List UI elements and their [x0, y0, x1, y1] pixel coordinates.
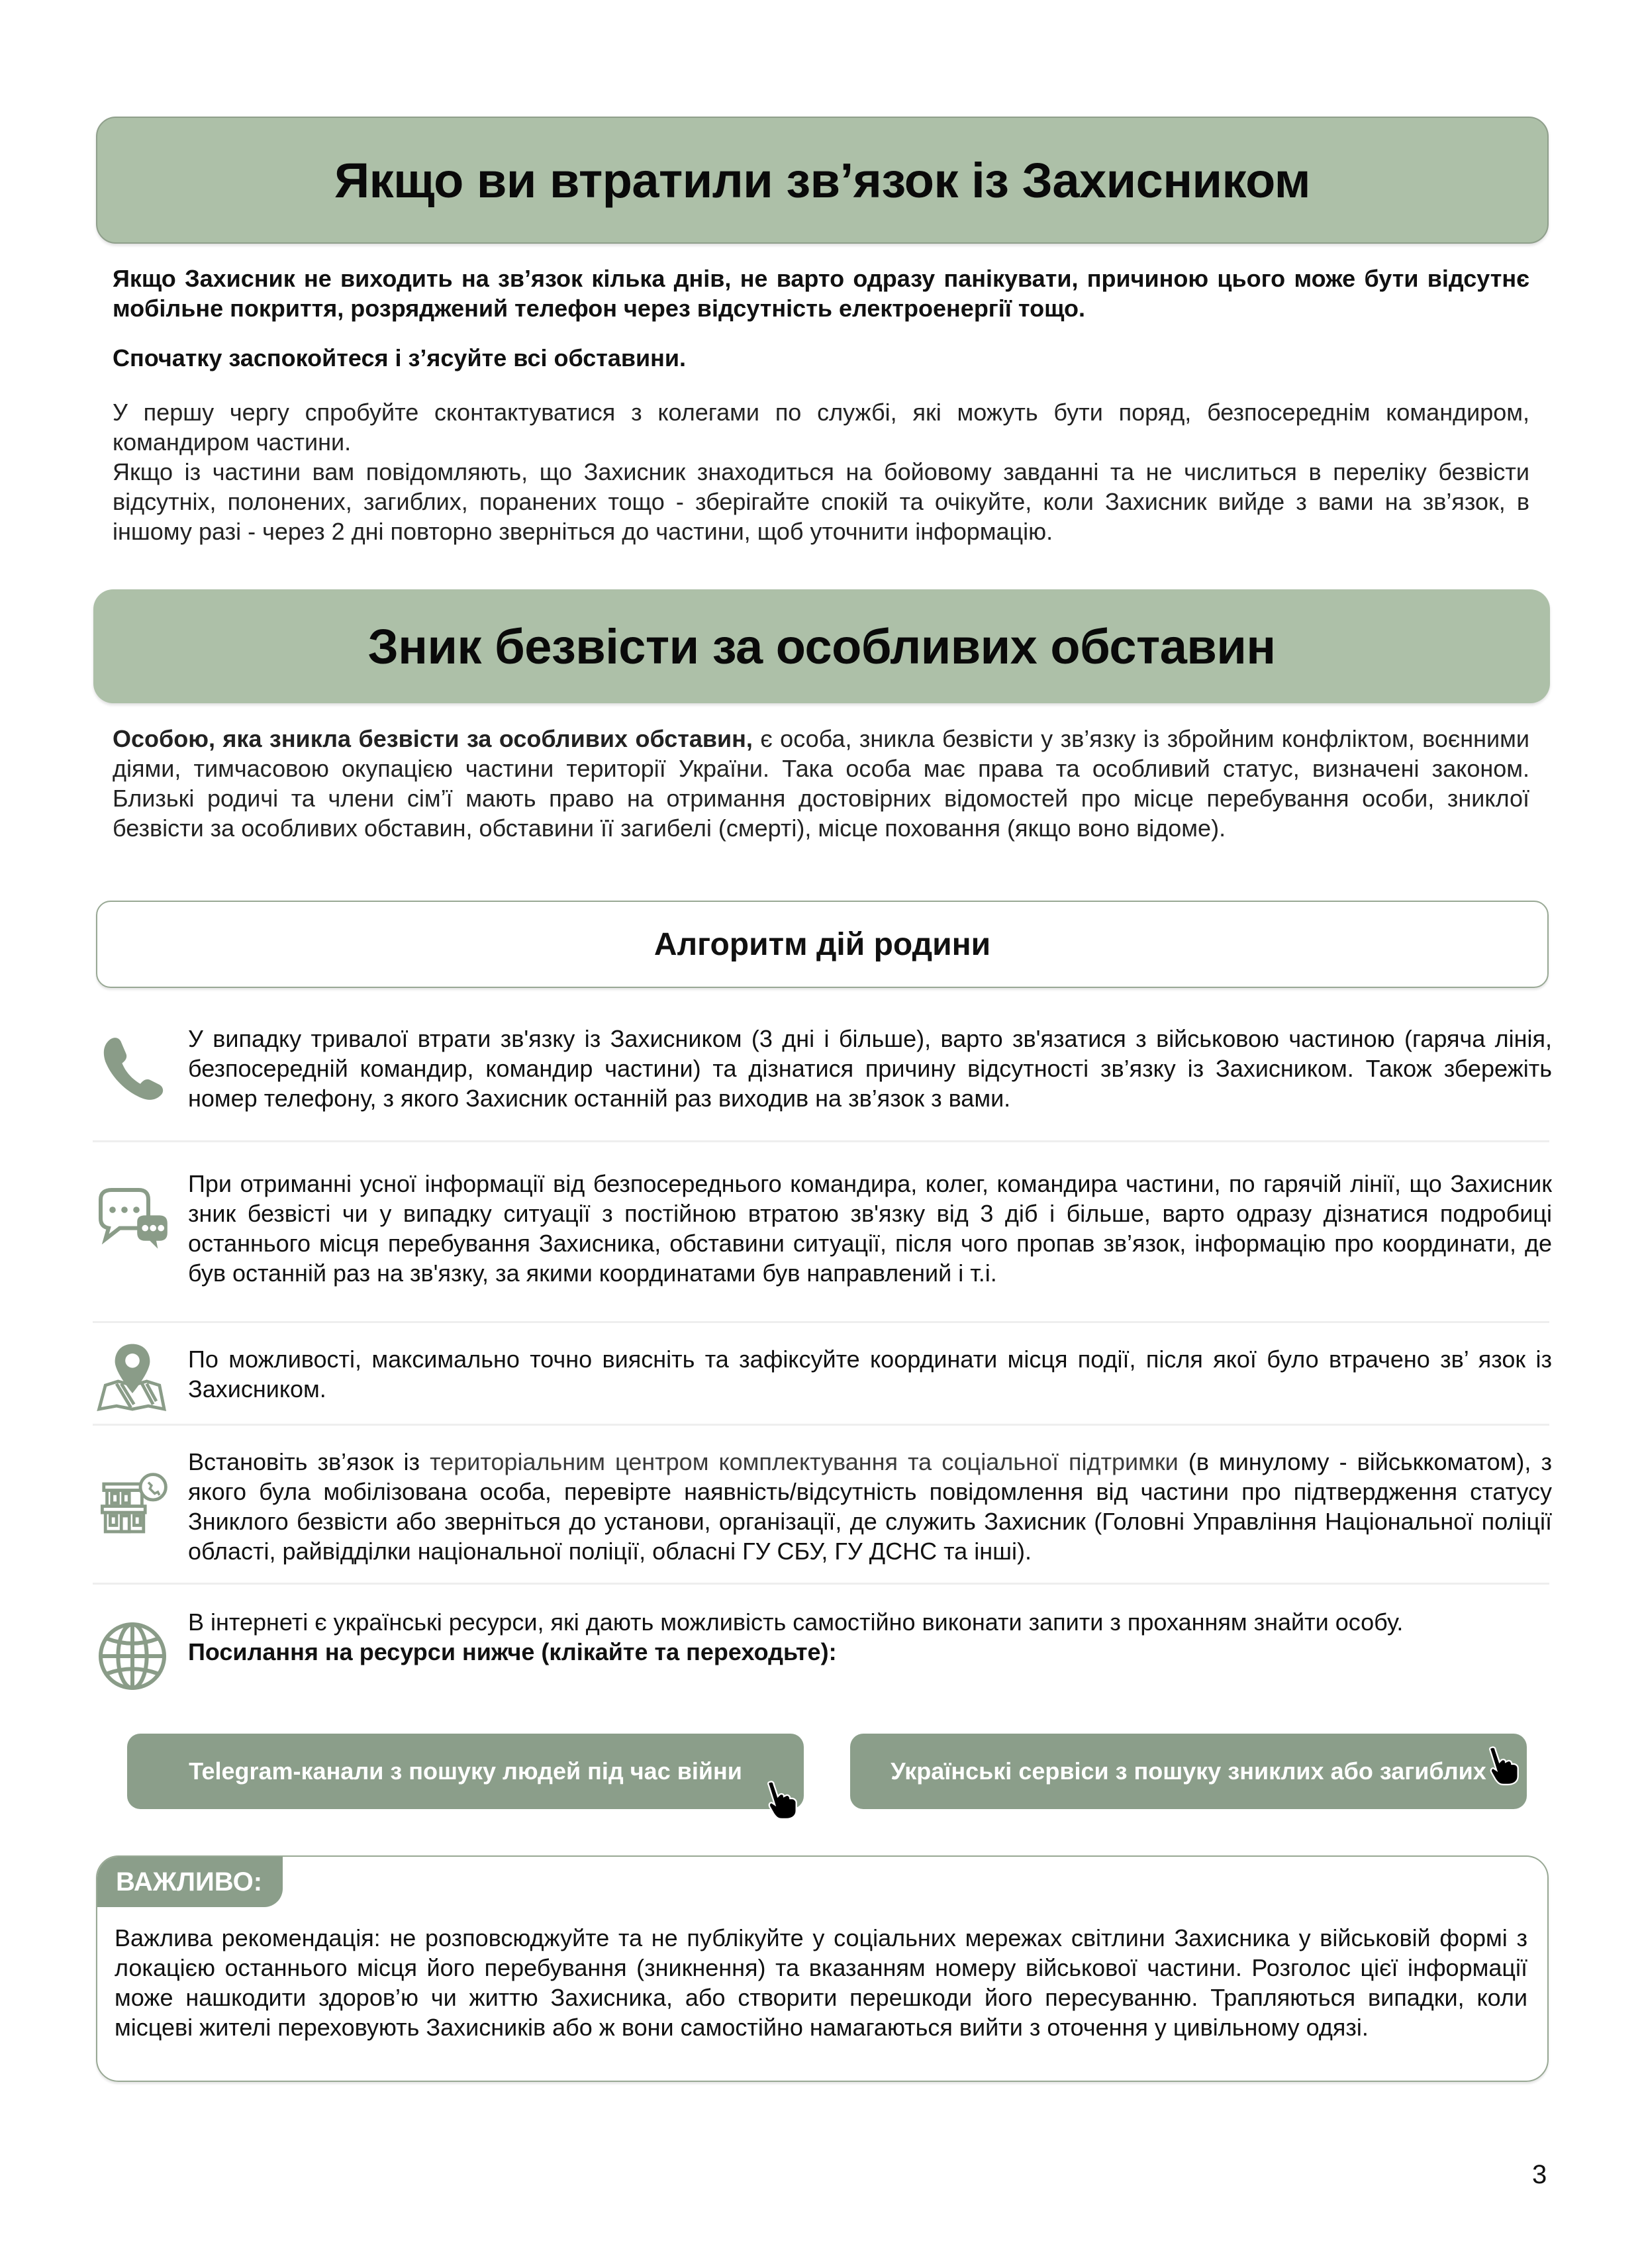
important-tag: ВАЖЛИВО: — [97, 1857, 283, 1907]
step-text: По можливості, максимально точно виясніть та зафіксуйте координати місця події, після якої було втрачено зв’ язок із Захисником. — [188, 1346, 1552, 1403]
definition-bold: Особою, яка зникла безвісти за особливих обставин, — [113, 725, 753, 752]
telegram-channels-link-button[interactable] — [127, 1734, 804, 1809]
pointing-hand-icon — [761, 1780, 802, 1821]
section-title-text: Зник безвісти за особливих обставин — [367, 618, 1276, 674]
services-link-label: Українські сервіси з пошуку зниклих або загиблих — [891, 1757, 1486, 1785]
contact-text-1: У першу чергу спробуйте сконтактуватися з колегами по службі, які можуть бути поряд, безпосереднім командиром, командиром частини. — [113, 399, 1529, 456]
important-notice-box — [96, 1855, 1549, 2082]
step-text-before: Встановіть зв’язок із — [188, 1448, 430, 1475]
contact-paragraph — [113, 397, 1529, 546]
calm-paragraph — [113, 343, 1529, 373]
step-text — [188, 1447, 1552, 1566]
intro-paragraph — [113, 264, 1529, 323]
map-pin-icon — [93, 1338, 172, 1417]
algorithm-title-box — [96, 901, 1549, 988]
calm-bold-text: Спочатку заспокойтеся і з’ясуйте всі обставини. — [113, 344, 687, 371]
tck-link[interactable]: територіальним центром комплектування та соціальної підтримки — [430, 1448, 1179, 1475]
globe-icon — [93, 1616, 172, 1696]
section-title-text: Якщо ви втратили зв’язок із Захисником — [334, 152, 1311, 208]
algorithm-step-2 — [93, 1156, 1552, 1323]
algorithm-step-4 — [93, 1434, 1552, 1585]
step-text: При отриманні усної інформації від безпосереднього командира, колег, командира частини, по гарячій лінії, що Захисник зник безвісті чи у випадку ситуації з постійною втратою зв'язку від 3 діб і більше, варто одразу дізнатися подробиці останнього місця перебування Захисника, обставини ситуації, після чого пропав зв’язок, інформацію про координати, де був останній раз на зв'язку, за якими координатами був направлений і т.і. — [188, 1170, 1552, 1287]
building-phone-icon — [93, 1460, 172, 1540]
algorithm-step-5 — [93, 1593, 1549, 1712]
step-text-after: (в минулому - військкоматом), з якого була мобілізована особа, перевірте наявність/відсутність повідомлення від частини про підтвердження статусу Зниклого безвісти або зверніться до установи, організації, де служить Захисник (Головні Управління Національної поліції області, райвідділки національної поліції, обласні ГУ СБУ, ГУ ДСНС та інші). — [188, 1448, 1552, 1565]
important-text: Важлива рекомендація: не розповсюджуйте та не публікуйте у соціальних мережах світлини Захисника у військовій формі з локацією останнього місця його перебування (зникнення) та вказанням номеру військової частини. Розголос цієї інформації може нашкодити здоров’ю чи життю Захисника, або створити перешкоди його пересуванню. Трапляються випадки, коли місцеві жителі переховують Захисників або ж вони самостійно намагаються вийти з оточення у цивільному одязі. — [115, 1924, 1527, 2041]
contact-text-2: Якщо із частини вам повідомляють, що Захисник знаходиться на бойовому завданні та не числиться в переліку безвісти відсутніх, полонених, загиблих, поранених тощо - зберігайте спокій та очікуйте, коли Захисник вийде з вами на зв’язок, в іншому разі - через 2 дні повторно зверніться до частини, щоб уточнити інформацію. — [113, 458, 1529, 545]
ukrainian-services-link-button[interactable] — [850, 1734, 1527, 1809]
section-title-missing — [93, 589, 1550, 703]
resources-text: В інтернеті є українські ресурси, які дають можливість самостійно виконати запити з проханням знайти особу. — [188, 1608, 1404, 1636]
phone-icon — [93, 1025, 172, 1105]
definition-paragraph — [113, 724, 1529, 843]
step-text — [188, 1607, 1552, 1667]
chat-bubbles-icon — [93, 1182, 172, 1261]
definition-rest: є особа, зникла безвісти у зв’язку із збройним конфліктом, воєнними діями, тимчасовою окупацією частини території України. Така особа має права та особливий статус, визначені законом. Близькі родичі та члени сім’ї мають право на отримання достовірних відомостей про місце перебування особи, зниклої безвісти за особливих обставин, обставини її загибелі (смерті), місце поховання (якщо воно відоме). — [113, 725, 1529, 842]
algorithm-step-3 — [93, 1331, 1552, 1426]
intro-bold-text: Якщо Захисник не виходить на зв’язок кілька днів, не варто одразу панікувати, причиною цього може бути відсутнє мобільне покриття, розряджений телефон через відсутність електроенергії тощо. — [113, 265, 1529, 322]
resources-bold-text: Посилання на ресурси нижче (клікайте та переходьте): — [188, 1638, 837, 1665]
algorithm-title: Алгоритм дій родини — [653, 926, 991, 962]
pointing-hand-icon — [1483, 1746, 1524, 1787]
telegram-link-label: Telegram-канали з пошуку людей під час війни — [189, 1757, 742, 1785]
algorithm-step-1 — [93, 1020, 1552, 1142]
section-title-lost-contact — [96, 117, 1549, 244]
step-text: У випадку тривалої втрати зв'язку із Захисником (3 дні і більше), варто зв'язатися з військовою частиною (гаряча лінія, безпосередній командир, командир частини) та дізнатися причину відсутності зв’язку із Захисником. Також збережіть номер телефону, з якого Захисник останній раз виходив на зв’язок з вами. — [188, 1025, 1552, 1112]
page-number: 3 — [1532, 2160, 1547, 2189]
